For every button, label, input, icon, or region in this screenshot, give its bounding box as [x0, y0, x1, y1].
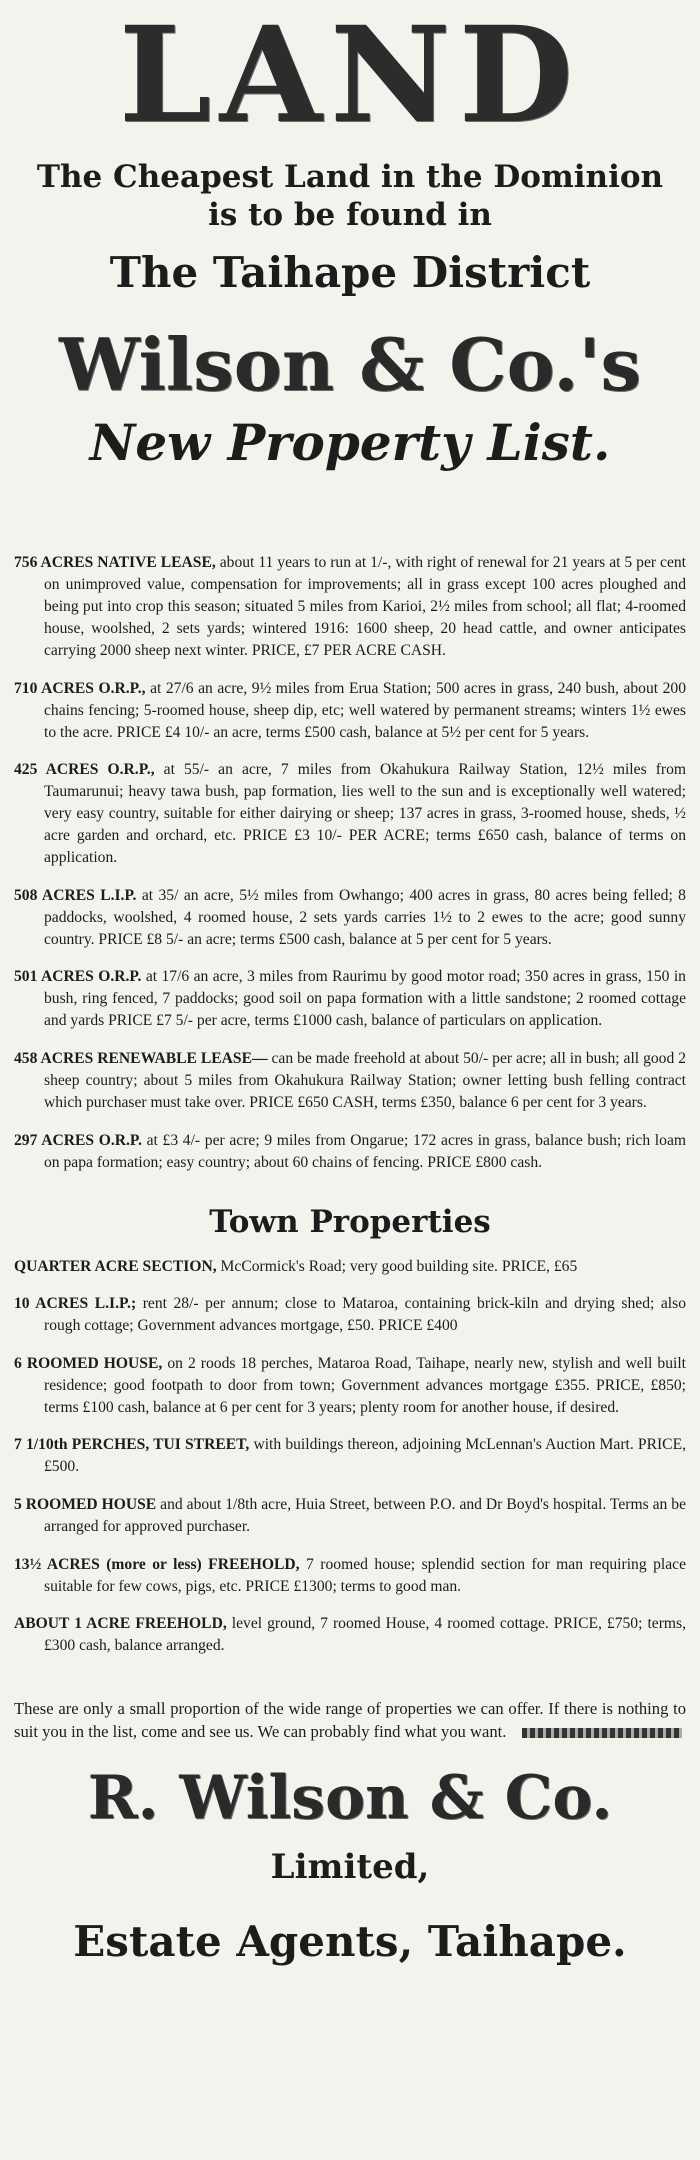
property-list-title: New Property List.	[89, 413, 611, 472]
headline-land: LAND	[118, 0, 582, 153]
tagline-line-2: is to be found in	[208, 197, 492, 233]
printed-ornament	[522, 1728, 682, 1738]
footer-agents: Estate Agents, Taihape.	[73, 1916, 627, 1966]
listing-item	[14, 1130, 686, 1174]
town-properties-heading: Town Properties	[209, 1203, 491, 1240]
listing-lead: 13½ ACRES (more or less) FREEHOLD,	[14, 1555, 300, 1573]
listing-lead: 297 ACRES O.R.P.	[14, 1131, 142, 1149]
listing-text: McCormick's Road; very good building site. PRICE, £65	[216, 1257, 578, 1275]
rural-listings	[14, 552, 686, 1174]
listing-text: with buildings thereon, adjoining McLennan's Auction Mart. PRICE, £500.	[44, 1436, 686, 1476]
listing-lead: 508 ACRES L.I.P.	[14, 886, 137, 904]
listing-lead: 425 ACRES O.R.P.,	[14, 761, 155, 779]
district-heading: The Taihape District	[109, 248, 591, 297]
listing-lead: 756 ACRES NATIVE LEASE,	[14, 554, 216, 571]
listing-lead: 10 ACRES L.I.P.;	[14, 1295, 137, 1313]
listing-text: level ground, 7 roomed House, 4 roomed cottage. PRICE, £750; terms, £300 cash, balance arranged.	[44, 1615, 686, 1655]
town-listing-item	[14, 1554, 686, 1598]
town-listing-item	[14, 1613, 686, 1657]
firm-heading: Wilson & Co.'s	[58, 322, 642, 407]
listing-item	[14, 678, 686, 744]
listing-item	[14, 759, 686, 869]
town-listing-item	[14, 1494, 686, 1538]
closing-note	[14, 1697, 686, 1743]
listing-lead: 710 ACRES O.R.P.,	[14, 679, 146, 697]
town-listing-item	[14, 1353, 686, 1419]
footer-firm-name: R. Wilson & Co.	[87, 1762, 613, 1833]
town-listing-item	[14, 1293, 686, 1337]
listing-text: at 55/- an acre, 7 miles from Okahukura Railway Station, 12½ miles from Taumarunui; heavy tawa bush, pap formation, lies well to the sun and is exceptionally well watered; very easy country, suitable for either dairying or sheep; 137 acres in grass, 3-roomed house, sheds, ½ acre garden and orchard, etc. PRICE £3 10/- PER ACRE; terms £650 cash, balance of terms on application.	[44, 761, 687, 867]
footer-limited: Limited,	[270, 1846, 430, 1887]
listing-lead: ABOUT 1 ACRE FREEHOLD,	[14, 1615, 227, 1633]
listing-text: rent 28/- per annum; close to Mataroa, containing brick-kiln and drying shed; also rough cottage; Government advances mortgage, £50. PRICE £400	[44, 1295, 686, 1335]
listing-text: at 35/ an acre, 5½ miles from Owhango; 400 acres in grass, 80 acres being felled; 8 paddocks, woolshed, 4 roomed house, 2 sets yards carries 1½ to 2 ewes to the acre; good sunny country. PRICE £8 5/- an acre; terms £500 cash, balance at 5 per cent for 5 years.	[44, 886, 686, 948]
town-listing-item	[14, 1434, 686, 1478]
town-properties-section	[14, 1204, 686, 1658]
town-listing-item	[14, 1256, 686, 1278]
listing-text: 7 roomed house; splendid section for man requiring place suitable for few cows, pigs, etc. PRICE £1300; terms to good man.	[44, 1555, 686, 1595]
listing-lead: 5 ROOMED HOUSE	[14, 1495, 157, 1513]
tagline-line-1: The Cheapest Land in the Dominion	[36, 159, 664, 195]
footer-block	[14, 1760, 686, 1968]
listing-lead: 6 ROOMED HOUSE,	[14, 1354, 163, 1372]
listing-lead: 501 ACRES O.R.P.	[14, 968, 142, 986]
listing-text: at 17/6 an acre, 3 miles from Raurimu by good motor road; 350 acres in grass, 150 in bush, ring fenced, 7 paddocks; good soil on papa formation with a little sandstone; 2 roomed cottage and yards PRICE £7 5/- per acre, terms £1000 cash, balance of particulars on application.	[44, 968, 686, 1030]
listing-lead: QUARTER ACRE SECTION,	[14, 1257, 217, 1275]
listing-lead: 458 ACRES RENEWABLE LEASE—	[14, 1049, 268, 1067]
masthead	[14, 0, 686, 472]
listing-item	[14, 1048, 686, 1114]
listing-text: at £3 4/- per acre; 9 miles from Ongarue; 172 acres in grass, balance bush; rich loam on papa formation; easy country; about 60 chains of fencing. PRICE £800 cash.	[44, 1131, 686, 1171]
listing-text: can be made freehold at about 50/- per acre; all in bush; all good 2 sheep country; about 5 miles from Okahukura Railway Station; owner letting bush felling contract which purchaser must take over. PRICE £650 CASH, terms £350, balance 6 per cent for 3 years.	[44, 1049, 686, 1111]
closing-text: These are only a small proportion of the wide range of properties we can offer. If there is nothing to suit you in the list, come and see us. We can probably find what you want.	[14, 1699, 686, 1742]
listing-text: and about 1/8th acre, Huia Street, between P.O. and Dr Boyd's hospital. Terms an be arranged for approved purchaser.	[44, 1495, 687, 1535]
listing-item	[14, 885, 686, 951]
listing-text: at 27/6 an acre, 9½ miles from Erua Station; 500 acres in grass, 240 bush, about 200 chains fencing; 5-roomed house, sheep dip, etc; well watered by permanent streams; winters 1½ ewes to the acre. PRICE £4 10/- an acre, terms £500 cash, balance at 5½ per cent for 5 years.	[44, 679, 687, 741]
listing-text: about 11 years to run at 1/-, with right of renewal for 21 years at 5 per cent on unimproved value, compensation for improvements; all in grass except 100 acres ploughed and being put into crop this season; situated 5 miles from Karioi, 2½ miles from school; all flat; 4-roomed house, woolshed, 2 sets yards; wintered 1916: 1600 sheep, 20 head cattle, and owner anticipates carrying 2000 sheep next winter. PRICE, £7 PER ACRE CASH.	[44, 554, 686, 659]
listing-text: on 2 roods 18 perches, Mataroa Road, Taihape, nearly new, stylish and well built residence; good footpath to door from town; Government advances mortgage £355. PRICE, £850; terms £100 cash, balance at 6 per cent for 3 years; plenty room for another house, if desired.	[44, 1354, 686, 1416]
listing-item	[14, 552, 686, 662]
listing-lead: 7 1/10th PERCHES, TUI STREET,	[14, 1436, 250, 1454]
listing-item	[14, 966, 686, 1032]
